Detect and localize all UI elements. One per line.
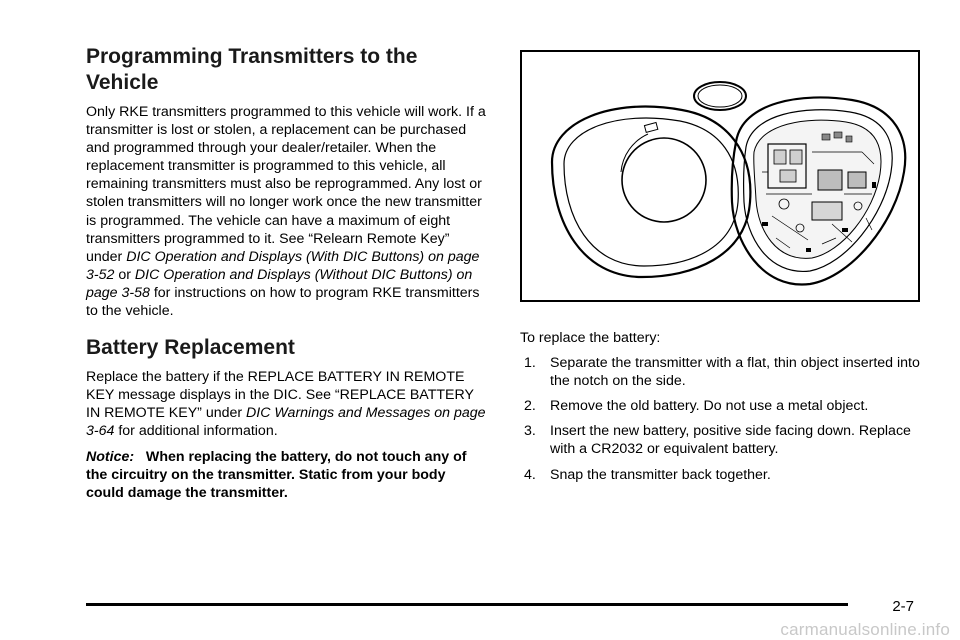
step-number: 2.	[524, 398, 536, 415]
battery-paragraph	[86, 368, 486, 440]
notice-label: Notice:	[86, 448, 135, 465]
programming-tail: for instructions on how to program RKE transmitters to the vehicle.	[86, 284, 480, 320]
steps-intro: To replace the battery:	[520, 330, 661, 346]
ref-dic-with-buttons[interactable]: DIC Operation and Displays (With DIC Buttons) on page 3-52	[86, 248, 480, 283]
step-number: 1.	[524, 355, 536, 372]
section-heading-battery: Battery Replacement	[86, 336, 295, 360]
list-item	[520, 397, 930, 415]
battery-tail: for additional information.	[114, 423, 278, 440]
steps-list	[520, 354, 930, 484]
ref-dic-warnings[interactable]: DIC Warnings and Messages on page 3-64	[86, 405, 486, 440]
step-text: Separate the transmitter with a flat, thin object inserted into the notch on the side.	[550, 355, 920, 390]
right-column	[520, 50, 930, 491]
watermark: carmanualsonline.info	[780, 620, 950, 639]
page-number: 2-7	[892, 598, 914, 615]
list-item	[520, 422, 930, 458]
notch	[644, 123, 657, 133]
transmitter-illustration	[520, 50, 920, 302]
step-text: Insert the new battery, positive side facing down. Replace with a CR2032 or equivalent battery.	[550, 423, 911, 458]
or-text: or	[114, 266, 135, 283]
list-item	[520, 354, 930, 390]
key-ring	[694, 82, 746, 110]
list-item	[520, 466, 930, 484]
step-number: 4.	[524, 466, 536, 483]
circuit-board	[754, 120, 881, 258]
ref-dic-without-buttons[interactable]: DIC Operation and Displays (Without DIC Buttons) on page 3-58	[86, 266, 473, 301]
programming-paragraph	[86, 103, 486, 320]
transmitter-drawing	[522, 52, 918, 300]
programming-text: Only RKE transmitters programmed to this vehicle will work. If a transmitter is lost or stolen, a replacement can be purchased and programmed through your dealer/retailer. When the replacement transmitter is programmed to this vehicle, all remaining transmitters must also be reprogrammed. Any lost or stolen transmitters will no longer work once the new transmitter is programmed. The vehicle can have a maximum of eight transmitters programmed to it. See “Relearn Remote Key” under	[86, 104, 486, 265]
step-text: Remove the old battery. Do not use a metal object.	[550, 398, 869, 415]
left-column	[86, 44, 486, 509]
footer-rule	[86, 603, 848, 606]
step-text: Snap the transmitter back together.	[550, 466, 771, 483]
transmitter-front-shell	[552, 107, 750, 277]
section-heading-programming: Programming Transmitters to the Vehicle	[86, 45, 418, 94]
transmitter-back-shell	[732, 97, 905, 284]
battery-text: Replace the battery if the REPLACE BATTERY IN REMOTE KEY message displays in the DIC. See “REPLACE BATTERY IN REMOTE KEY” under	[86, 369, 474, 422]
notice-text: When replacing the battery, do not touch any of the circuitry on the transmitter. Static from your body could damage the transmitter.	[86, 448, 467, 501]
notice-paragraph	[86, 448, 486, 502]
battery-cavity	[622, 138, 706, 222]
step-number: 3.	[524, 423, 536, 440]
